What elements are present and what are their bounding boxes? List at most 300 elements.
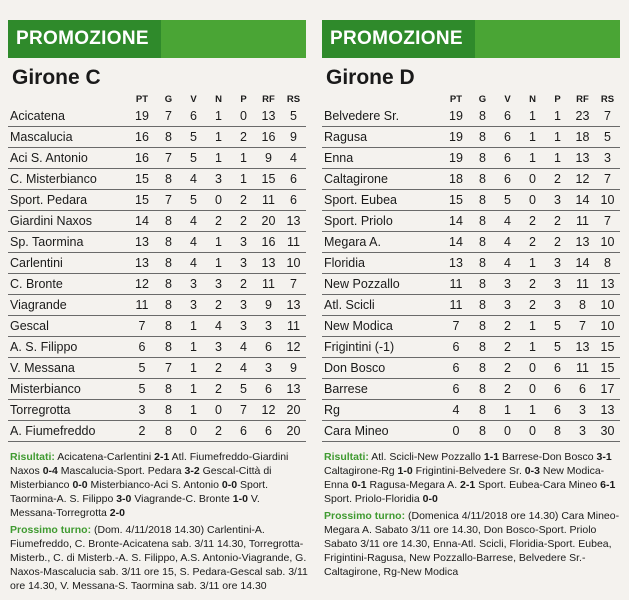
team-name: Barrese — [322, 379, 442, 400]
stat-rf: 18 — [570, 127, 595, 148]
stat-v: 6 — [181, 106, 206, 127]
stat-p: 3 — [231, 316, 256, 337]
stat-p: 2 — [231, 274, 256, 295]
results-label: Risultati: — [324, 451, 369, 463]
stat-g: 8 — [470, 421, 495, 442]
results-label: Risultati: — [10, 451, 55, 463]
stat-n: 1 — [520, 253, 545, 274]
stat-rf: 3 — [570, 400, 595, 421]
stat-g: 8 — [470, 232, 495, 253]
stat-g: 8 — [470, 106, 495, 127]
team-name: Enna — [322, 148, 442, 169]
stat-v: 5 — [181, 127, 206, 148]
header-n: N — [529, 93, 536, 105]
stat-n: 2 — [520, 274, 545, 295]
stat-rs: 10 — [595, 190, 620, 211]
table-row — [8, 337, 306, 358]
stat-g: 8 — [156, 253, 181, 274]
table-row — [8, 295, 306, 316]
team-name: Torregrotta — [8, 400, 128, 421]
stat-p: 2 — [545, 169, 570, 190]
team-name: Aci S. Antonio — [8, 148, 128, 169]
stat-n: 2 — [520, 232, 545, 253]
stat-rs: 20 — [281, 421, 306, 442]
stat-pt: 15 — [128, 190, 156, 211]
standings-table — [322, 92, 620, 442]
team-name: Cara Mineo — [322, 421, 442, 442]
stat-rs: 11 — [281, 232, 306, 253]
table-row — [322, 316, 620, 337]
team-name: Acicatena — [8, 106, 128, 127]
table-row — [322, 169, 620, 190]
stat-rs: 6 — [281, 190, 306, 211]
team-name: Carlentini — [8, 253, 128, 274]
stat-g: 8 — [156, 274, 181, 295]
stat-g: 8 — [470, 211, 495, 232]
team-name: Viagrande — [8, 295, 128, 316]
stat-rf: 13 — [570, 337, 595, 358]
table-row — [8, 106, 306, 127]
stat-rs: 11 — [281, 316, 306, 337]
stat-g: 8 — [470, 190, 495, 211]
stat-pt: 19 — [442, 148, 470, 169]
stat-g: 8 — [156, 379, 181, 400]
stat-rf: 11 — [570, 274, 595, 295]
team-name: A. S. Filippo — [8, 337, 128, 358]
stat-pt: 16 — [128, 148, 156, 169]
stat-rs: 7 — [595, 211, 620, 232]
header-pt: PT — [449, 93, 463, 105]
table-row — [8, 421, 306, 442]
stat-v: 4 — [495, 232, 520, 253]
stat-rf: 13 — [256, 106, 281, 127]
table-row — [322, 127, 620, 148]
table-row — [8, 274, 306, 295]
stat-p: 6 — [545, 358, 570, 379]
table-row — [8, 127, 306, 148]
stat-pt: 13 — [128, 253, 156, 274]
stat-pt: 13 — [442, 253, 470, 274]
team-name: C. Misterbianco — [8, 169, 128, 190]
stat-v: 0 — [181, 421, 206, 442]
stat-v: 6 — [495, 169, 520, 190]
stat-pt: 18 — [442, 169, 470, 190]
table-row — [8, 358, 306, 379]
stat-g: 8 — [156, 337, 181, 358]
match-notes — [8, 450, 308, 593]
team-name: Sport. Priolo — [322, 211, 442, 232]
stat-pt: 3 — [128, 400, 156, 421]
header-team — [322, 92, 442, 106]
girone-title: Girone C — [12, 66, 101, 89]
next-round-paragraph — [10, 523, 308, 593]
stat-v: 3 — [181, 295, 206, 316]
stat-pt: 5 — [128, 358, 156, 379]
stat-n: 2 — [206, 379, 231, 400]
stat-v: 5 — [495, 190, 520, 211]
stat-v: 4 — [181, 169, 206, 190]
table-row — [322, 337, 620, 358]
table-row — [8, 211, 306, 232]
next-round-label: Prossimo turno: — [324, 510, 406, 522]
stat-rs: 3 — [595, 148, 620, 169]
stat-pt: 14 — [442, 211, 470, 232]
stat-rf: 11 — [256, 274, 281, 295]
stat-rs: 8 — [595, 253, 620, 274]
stat-rs: 10 — [595, 295, 620, 316]
match-notes — [322, 450, 622, 579]
stat-v: 4 — [181, 211, 206, 232]
table-row — [322, 274, 620, 295]
stat-p: 0 — [231, 106, 256, 127]
stat-rf: 14 — [570, 253, 595, 274]
stat-p: 3 — [231, 295, 256, 316]
stat-rs: 7 — [595, 106, 620, 127]
stat-rs: 9 — [281, 358, 306, 379]
stat-rs: 7 — [595, 169, 620, 190]
team-name: Sp. Taormina — [8, 232, 128, 253]
stat-rf: 11 — [570, 358, 595, 379]
table-row — [8, 232, 306, 253]
stat-n: 1 — [520, 127, 545, 148]
stat-n: 1 — [520, 400, 545, 421]
stat-rf: 8 — [570, 295, 595, 316]
stat-v: 4 — [495, 253, 520, 274]
table-header-row — [8, 92, 306, 106]
team-name: Belvedere Sr. — [322, 106, 442, 127]
table-row — [8, 190, 306, 211]
stat-rf: 7 — [570, 316, 595, 337]
stat-n: 1 — [520, 106, 545, 127]
stat-n: 2 — [520, 295, 545, 316]
stat-p: 2 — [545, 232, 570, 253]
stat-rs: 9 — [281, 127, 306, 148]
stat-rf: 3 — [256, 316, 281, 337]
stat-p: 3 — [231, 232, 256, 253]
stat-rs: 13 — [281, 379, 306, 400]
stat-pt: 13 — [128, 232, 156, 253]
stat-v: 6 — [495, 127, 520, 148]
team-name: New Pozzallo — [322, 274, 442, 295]
stat-p: 3 — [231, 253, 256, 274]
team-name: Sport. Eubea — [322, 190, 442, 211]
stat-rf: 9 — [256, 295, 281, 316]
stat-rf: 13 — [570, 232, 595, 253]
stat-n: 2 — [206, 421, 231, 442]
stat-rs: 13 — [281, 295, 306, 316]
stat-v: 1 — [181, 358, 206, 379]
stat-g: 8 — [156, 232, 181, 253]
stat-rs: 13 — [595, 400, 620, 421]
team-name: Rg — [322, 400, 442, 421]
table-row — [322, 379, 620, 400]
team-name: Giardini Naxos — [8, 211, 128, 232]
table-row — [322, 421, 620, 442]
stat-v: 1 — [181, 316, 206, 337]
stat-rs: 4 — [281, 148, 306, 169]
results-text: Acicatena-Carlentini 2-1 Atl. Fiumefreddo-Giardini Naxos 0-4 Mascalucia-Sport. Pedara 3-2 Gescal-Città di Misterbianco 0-0 Misterbianco-Aci S. Antonio 0-0 Sport. Taormina-A. S. Filippo 3-0 Viagrande-C. Bronte 1-0 V. Messana-Torregrotta 2-0 — [10, 451, 289, 519]
header-rf: RF — [576, 93, 589, 105]
stat-v: 5 — [181, 190, 206, 211]
stat-rs: 10 — [595, 316, 620, 337]
stat-v: 2 — [495, 316, 520, 337]
team-name: Floridia — [322, 253, 442, 274]
stat-g: 8 — [470, 148, 495, 169]
stat-n: 2 — [520, 211, 545, 232]
stat-pt: 6 — [442, 358, 470, 379]
table-row — [8, 253, 306, 274]
team-name: Caltagirone — [322, 169, 442, 190]
stat-rf: 3 — [570, 421, 595, 442]
stat-g: 7 — [156, 106, 181, 127]
stat-pt: 7 — [442, 316, 470, 337]
team-name: Misterbianco — [8, 379, 128, 400]
stat-n: 0 — [520, 358, 545, 379]
stat-rs: 12 — [281, 337, 306, 358]
stat-p: 2 — [231, 211, 256, 232]
stat-p: 3 — [545, 295, 570, 316]
stat-p: 8 — [545, 421, 570, 442]
team-name: C. Bronte — [8, 274, 128, 295]
stat-v: 3 — [495, 295, 520, 316]
next-round-paragraph — [324, 509, 622, 579]
stat-p: 3 — [545, 190, 570, 211]
stat-g: 8 — [470, 253, 495, 274]
promozione-banner — [322, 20, 620, 58]
stat-p: 6 — [545, 379, 570, 400]
stat-v: 0 — [495, 421, 520, 442]
stat-pt: 16 — [128, 127, 156, 148]
stat-n: 4 — [206, 316, 231, 337]
header-rf: RF — [262, 93, 275, 105]
stat-pt: 19 — [442, 127, 470, 148]
stat-v: 1 — [181, 337, 206, 358]
header-v: V — [190, 93, 197, 105]
stat-g: 8 — [156, 295, 181, 316]
stat-p: 6 — [231, 421, 256, 442]
stat-pt: 4 — [442, 400, 470, 421]
stat-n: 2 — [206, 358, 231, 379]
next-round-text: (Domenica 4/11/2018 ore 14.30) Cara Mineo-Megara A. Sabato 3/11 ore 14.30, Don Bosco-Sport. Priolo Sabato 3/11 ore 14.30, Enna-Atl. Scicli, Floridia-Sport. Eubea, Frigintini-Ragusa, New Pozzallo-Barrese, Belvedere Sr.-Caltagirone, Rg-New Modica — [324, 510, 620, 578]
stat-rf: 6 — [256, 421, 281, 442]
stat-g: 8 — [470, 400, 495, 421]
promozione-banner — [8, 20, 306, 58]
stat-rf: 13 — [570, 148, 595, 169]
stat-rf: 9 — [256, 148, 281, 169]
table-row — [322, 253, 620, 274]
header-rs: RS — [600, 93, 615, 105]
stat-n: 3 — [206, 274, 231, 295]
stat-p: 2 — [545, 211, 570, 232]
stat-pt: 14 — [128, 211, 156, 232]
header-g: G — [164, 93, 173, 105]
stat-n: 1 — [520, 316, 545, 337]
stat-v: 1 — [181, 400, 206, 421]
stat-n: 0 — [520, 169, 545, 190]
stat-pt: 6 — [442, 337, 470, 358]
stat-pt: 19 — [128, 106, 156, 127]
stat-pt: 14 — [442, 232, 470, 253]
stat-pt: 15 — [128, 169, 156, 190]
stat-g: 8 — [470, 316, 495, 337]
stat-v: 1 — [181, 379, 206, 400]
stat-n: 0 — [520, 190, 545, 211]
stat-rs: 5 — [281, 106, 306, 127]
stat-g: 8 — [470, 169, 495, 190]
stat-n: 1 — [206, 148, 231, 169]
stat-rs: 10 — [595, 232, 620, 253]
stat-g: 8 — [470, 379, 495, 400]
stat-g: 8 — [470, 295, 495, 316]
stat-n: 1 — [520, 337, 545, 358]
stat-pt: 7 — [128, 316, 156, 337]
stat-v: 4 — [181, 253, 206, 274]
table-header-row — [322, 92, 620, 106]
stat-n: 1 — [206, 232, 231, 253]
stat-g: 8 — [470, 337, 495, 358]
girone-d-column — [322, 0, 622, 600]
stat-pt: 2 — [128, 421, 156, 442]
stat-p: 3 — [545, 253, 570, 274]
stat-n: 3 — [206, 337, 231, 358]
standings-table — [8, 92, 306, 442]
stat-p: 2 — [231, 190, 256, 211]
standings-body — [322, 106, 620, 442]
stat-rs: 15 — [595, 337, 620, 358]
stat-rf: 15 — [256, 169, 281, 190]
stat-g: 8 — [156, 421, 181, 442]
stat-pt: 0 — [442, 421, 470, 442]
stat-v: 4 — [181, 232, 206, 253]
stat-pt: 5 — [128, 379, 156, 400]
stat-n: 1 — [206, 253, 231, 274]
stat-n: 1 — [206, 106, 231, 127]
team-name: Frigintini (-1) — [322, 337, 442, 358]
stat-pt: 11 — [128, 295, 156, 316]
stat-n: 1 — [206, 127, 231, 148]
stat-v: 2 — [495, 337, 520, 358]
stat-rs: 30 — [595, 421, 620, 442]
stat-p: 1 — [545, 106, 570, 127]
stat-n: 0 — [206, 190, 231, 211]
header-p: P — [554, 93, 561, 105]
stat-n: 3 — [206, 169, 231, 190]
results-paragraph — [324, 450, 622, 506]
table-row — [8, 400, 306, 421]
stat-v: 3 — [495, 274, 520, 295]
stat-p: 1 — [545, 148, 570, 169]
stat-g: 7 — [156, 190, 181, 211]
stat-p: 5 — [545, 316, 570, 337]
stat-rf: 3 — [256, 358, 281, 379]
header-rs: RS — [286, 93, 301, 105]
stat-rs: 5 — [595, 127, 620, 148]
header-p: P — [240, 93, 247, 105]
stat-pt: 11 — [442, 295, 470, 316]
table-row — [322, 190, 620, 211]
stat-rf: 20 — [256, 211, 281, 232]
stat-rf: 13 — [256, 253, 281, 274]
stat-rf: 11 — [570, 211, 595, 232]
table-row — [322, 106, 620, 127]
table-row — [322, 148, 620, 169]
stat-g: 8 — [156, 211, 181, 232]
header-g: G — [478, 93, 487, 105]
stat-rf: 12 — [256, 400, 281, 421]
stat-g: 8 — [470, 274, 495, 295]
header-n: N — [215, 93, 222, 105]
stat-rs: 7 — [281, 274, 306, 295]
stat-v: 5 — [181, 148, 206, 169]
stat-p: 7 — [231, 400, 256, 421]
stat-v: 6 — [495, 148, 520, 169]
stat-v: 2 — [495, 358, 520, 379]
table-row — [8, 379, 306, 400]
stat-rf: 16 — [256, 232, 281, 253]
stat-g: 8 — [156, 316, 181, 337]
stat-rs: 10 — [281, 253, 306, 274]
stat-p: 1 — [231, 148, 256, 169]
stat-rs: 13 — [281, 211, 306, 232]
stat-v: 1 — [495, 400, 520, 421]
table-row — [322, 232, 620, 253]
stat-rs: 20 — [281, 400, 306, 421]
table-row — [8, 169, 306, 190]
stat-p: 6 — [545, 400, 570, 421]
team-name: Megara A. — [322, 232, 442, 253]
table-row — [322, 400, 620, 421]
stat-g: 8 — [470, 358, 495, 379]
table-row — [322, 358, 620, 379]
stat-n: 2 — [206, 295, 231, 316]
table-row — [8, 148, 306, 169]
stat-g: 8 — [156, 127, 181, 148]
stat-p: 4 — [231, 337, 256, 358]
stat-pt: 19 — [442, 106, 470, 127]
results-paragraph — [10, 450, 308, 520]
header-pt: PT — [135, 93, 149, 105]
stat-pt: 11 — [442, 274, 470, 295]
team-name: A. Fiumefreddo — [8, 421, 128, 442]
stat-rf: 11 — [256, 190, 281, 211]
table-row — [8, 316, 306, 337]
stat-n: 0 — [520, 421, 545, 442]
stat-p: 5 — [545, 337, 570, 358]
stat-rf: 6 — [570, 379, 595, 400]
stat-v: 6 — [495, 106, 520, 127]
stat-g: 8 — [470, 127, 495, 148]
girone-c-column — [8, 0, 308, 600]
team-name: Mascalucia — [8, 127, 128, 148]
stat-n: 2 — [206, 211, 231, 232]
stat-p: 1 — [545, 127, 570, 148]
stat-n: 0 — [520, 379, 545, 400]
stat-rf: 6 — [256, 379, 281, 400]
table-row — [322, 295, 620, 316]
stat-rs: 17 — [595, 379, 620, 400]
header-team — [8, 92, 128, 106]
team-name: Don Bosco — [322, 358, 442, 379]
header-v: V — [504, 93, 511, 105]
team-name: Atl. Scicli — [322, 295, 442, 316]
stat-n: 1 — [520, 148, 545, 169]
stat-p: 1 — [231, 169, 256, 190]
stat-rs: 15 — [595, 358, 620, 379]
stat-pt: 6 — [128, 337, 156, 358]
team-name: Ragusa — [322, 127, 442, 148]
stat-v: 2 — [495, 379, 520, 400]
stat-rs: 6 — [281, 169, 306, 190]
